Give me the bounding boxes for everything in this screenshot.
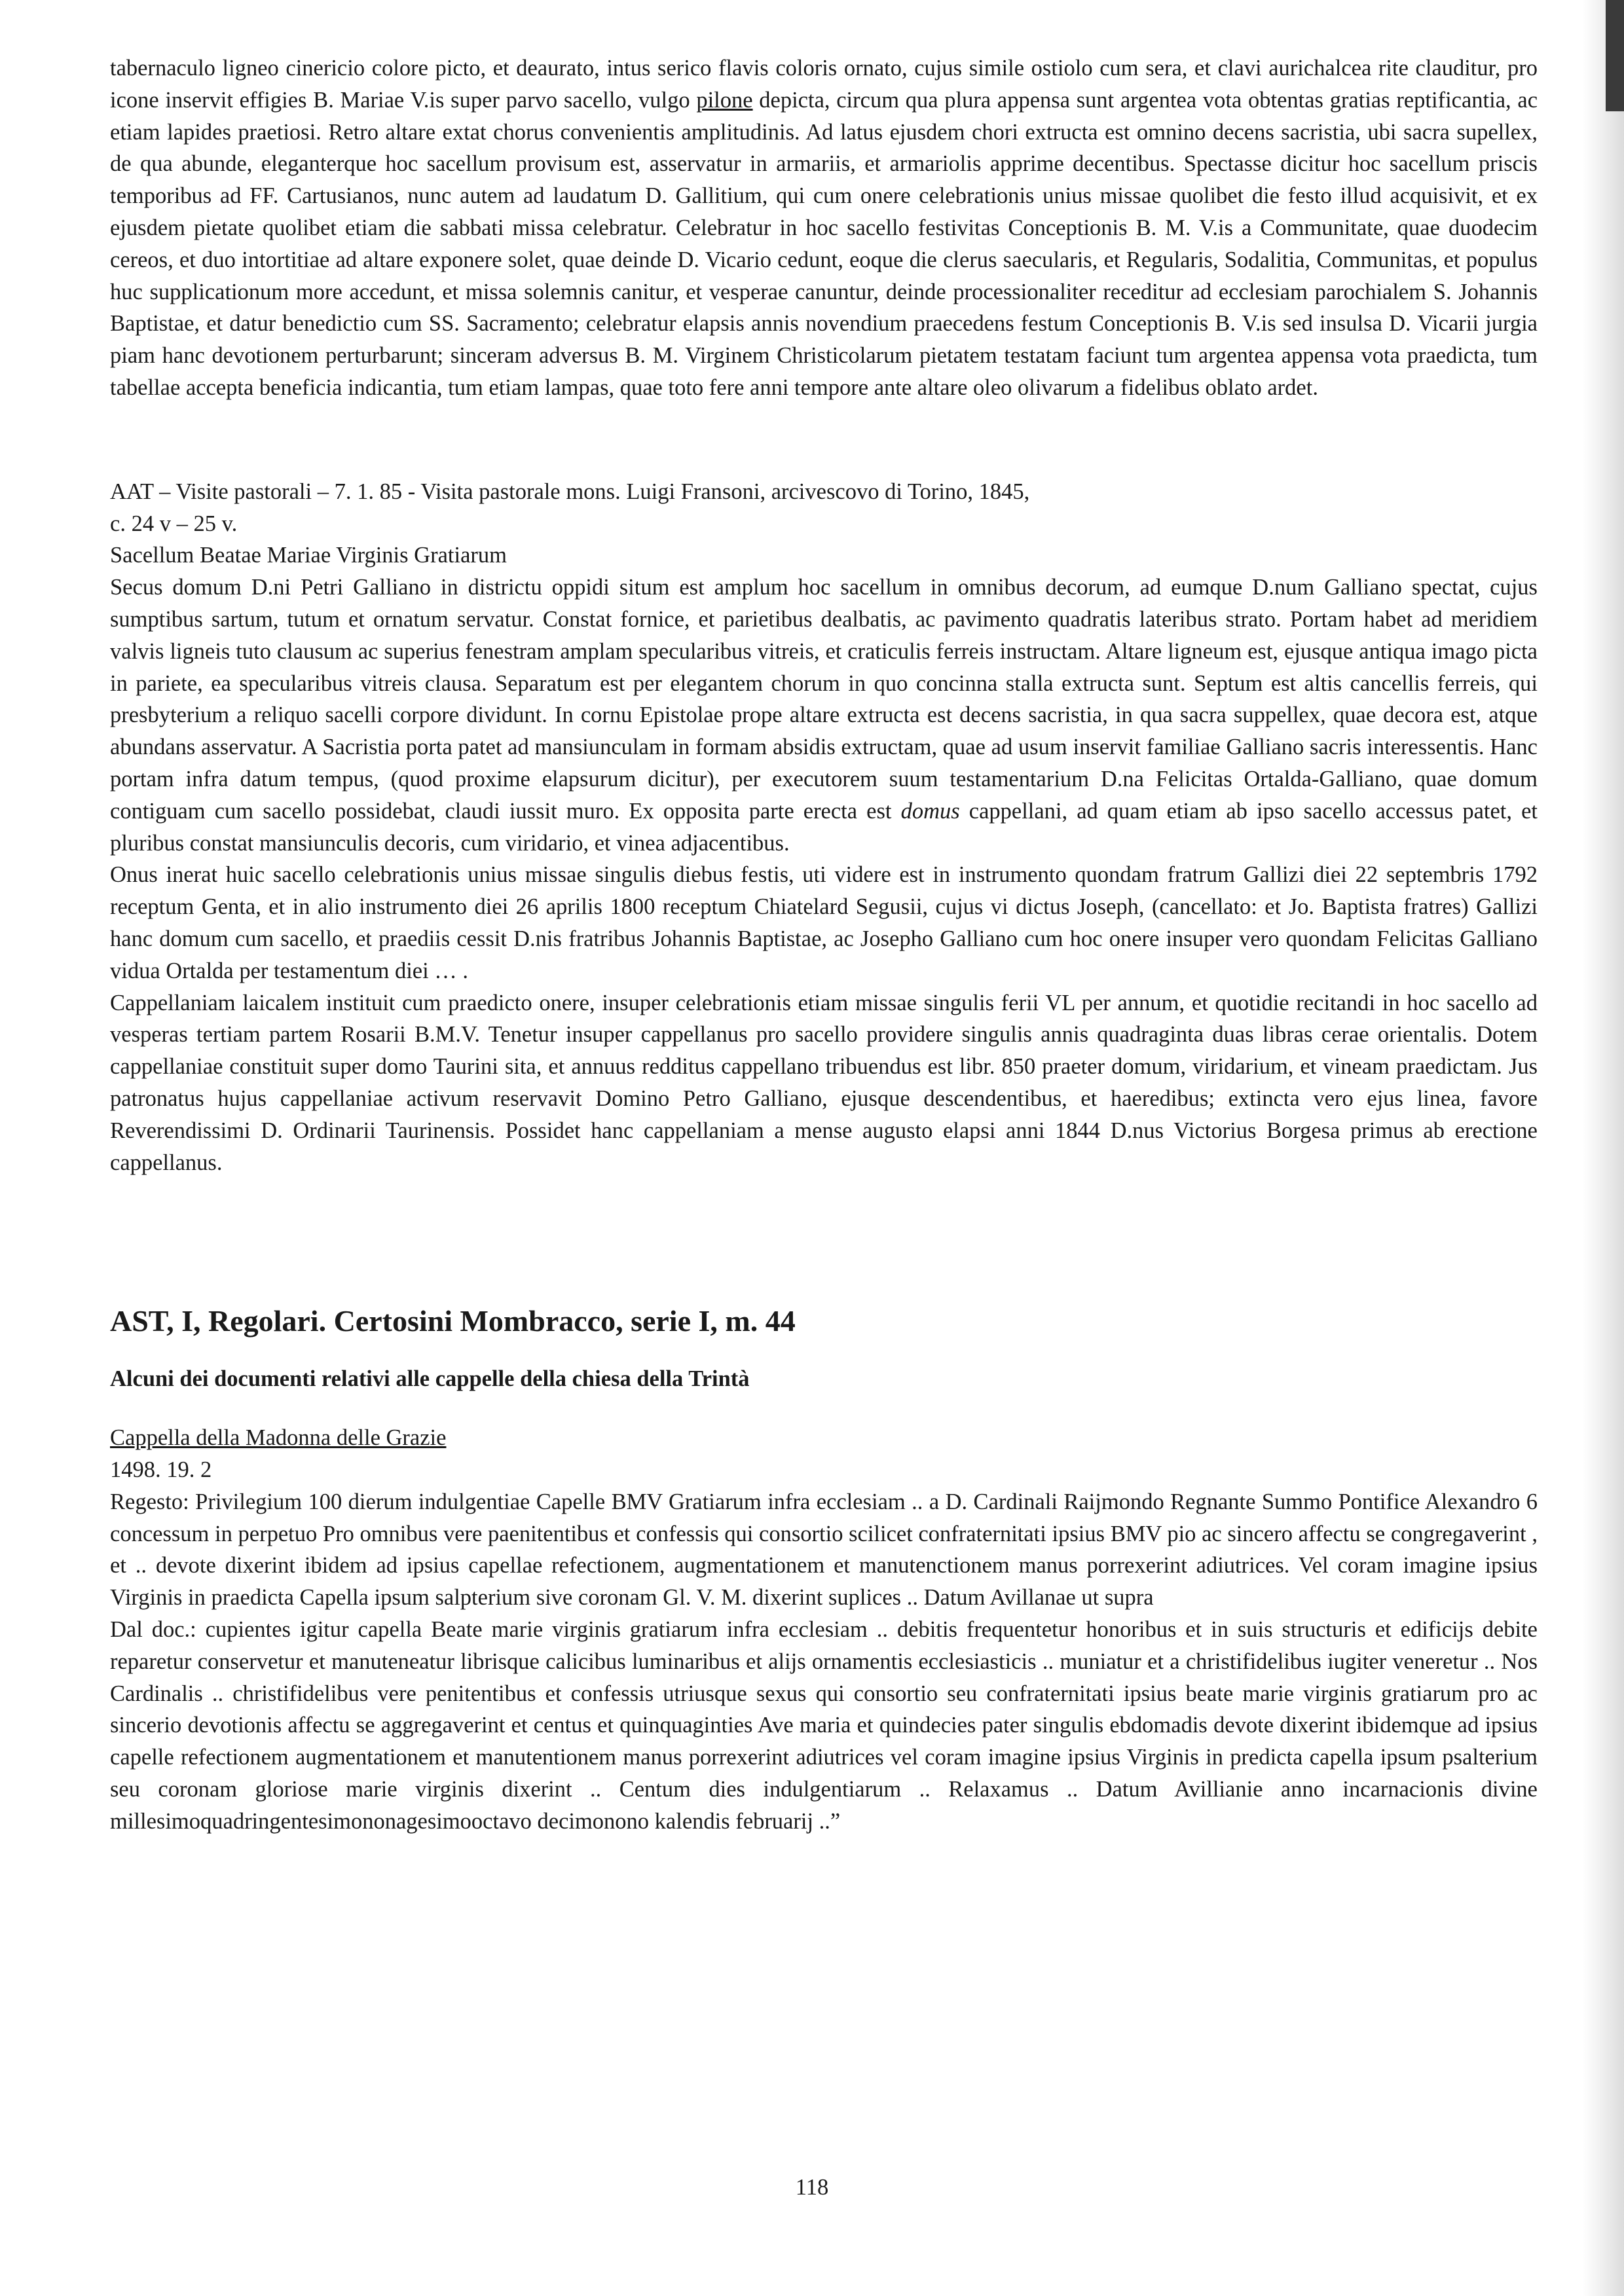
- aat-paragraph-1-text-b: cappellani, ad quam etiam ab ipso sacello accessus patet, et pluribus constat mansiunculis decoris, cum viridario, et vinea adjacentibus.: [110, 798, 1538, 856]
- chapel-title: Cappella della Madonna delle Grazie: [110, 1425, 447, 1451]
- page-number: 118: [795, 2175, 829, 2200]
- ast-heading: AST, I, Regolari. Certosini Mombracco, serie I, m. 44: [110, 1304, 796, 1338]
- aat-paragraph-3: Cappellaniam laicalem instituit cum praedicto onere, insuper celebrationis etiam missae singulis ferii VL per annum, et quotidie recitandi in hoc sacello ad vesperas tertiam partem Rosarii B.M.V. Tenetur insuper cappellanus pro sacello providere singulis annis quadraginta duas libras cerae orientalis. Dotem cappellaniae constituit super domo Taurini sita, et annuus redditus cappellano tribuendus est libr. 850 praeter domum, viridarium, et vineam praedictam. Jus patronatus hujus cappellaniae activum reservavit Domino Petro Galliano, ejusque descendentibus, et haeredibus; extincta vero ejus linea, favore Reverendissimi D. Ordinarii Taurinensis. Possidet hanc cappellaniam a mense augusto elapsi anni 1844 D.nus Victorius Borgesa primus ab erectione cappellanus.: [110, 990, 1538, 1175]
- page-corner-shadow: [1606, 0, 1624, 111]
- top-paragraph-text-1: tabernaculo ligneo cinericio colore picto, et deaurato, intus serico flavis coloris ornato, cujus simile ostiolo cum sera, et clavi aurichalcea rite clauditur, pro icone inservit effigies B. Mariae V.is super parvo sacello, vulgo: [110, 56, 1538, 113]
- ast-section: [110, 1300, 1538, 1837]
- aat-reference-line-2: c. 24 v – 25 v.: [110, 511, 238, 536]
- aat-section-title: Sacellum Beatae Mariae Virginis Gratiarum: [110, 543, 507, 568]
- document-page: [110, 52, 1538, 1838]
- ast-subheading: Alcuni dei documenti relativi alle cappelle della chiesa della Trintà: [110, 1366, 750, 1392]
- aat-paragraph-1: [110, 572, 1538, 859]
- top-paragraph: [110, 52, 1538, 404]
- top-paragraph-text-2: depicta, circum qua plura appensa sunt argentea vota obtentas gratias reptificantia, ac etiam lapides praetiosi. Retro altare extat chorus convenientis amplitudinis. Ad latus ejusdem chori extructa est omnino decens sacristia, ubi sacra supellex, de qua abunde, eleganterque hoc sacellum provisum est, asservatur in armariis, et armariolis apprime decentibus. Spectasse dicitur hoc sacellum priscis temporibus ad FF. Cartusianos, nunc autem ad laudatum D. Gallitium, qui cum onere celebrationis unius missae quolibet die festo illud acquisivit, et ex ejusdem pietate quolibet etiam die sabbati missa celebratur. Celebratur in hoc sacello festivitas Conceptionis B. M. V.is a Communitate, quae duodecim cereos, et duo intortitiae ad altare exponere solet, quae deinde D. Vicario cedunt, eoque die clerus saecularis, et Regularis, Sodalitia, Communitas, et populus huc supplicationum more accedunt, et missa solemnis canitur, et vesperae canuntur, deinde processionaliter receditur ad ecclesiam parochialem S. Johannis Baptistae, et datur benedictio cum SS. Sacramento; celebratur elapsis annis novendium praecedens festum Conceptionis B. V.is sed insulsa D. Vicarii jurgia piam hanc devotionem perturbarunt; sinceram adversus B. M. Virginem Christicolarum pietatem testatam faciunt tum argentea appensa vota praedicta, tum tabellae accepta beneficia indicantia, tum etiam lampas, quae toto fere anni tempore ante altare oleo olivarum a fidelibus oblato ardet.: [110, 87, 1538, 400]
- binding-shadow: [1582, 0, 1624, 2296]
- dal-doc-paragraph: Dal doc.: cupientes igitur capella Beate marie virginis gratiarum infra ecclesiam .. debitis frequentetur honoribus et in suis structuris et edificijs debite reparetur conservetur et manuteneatur librisque calicibus luminaribus et alijs ornamentis ecclesiasticis .. muniatur et a christifidelibus iugiter veneretur .. Nos Cardinalis .. christifidelibus vere penitentibus et confessis utriusque sexus qui consortio seu confraternitati ipsius beate marie virginis gratiarum pro ac sincerio devotionis affectu se aggregaverint et centus et quinquaginties Ave maria et quindecies pater singulis ebdomadis devote dixerint ibidemque ad ipsius capelle refectionem augmentationem et manutentionem manus porrexerint adiutrices vel coram imagine ipsius Virginis in predicta capella ipsum psalterium seu coronam gloriose marie virginis dixerint .. Centum dies indulgentiarum .. Relaxamus .. Datum Avillianie anno incarnacionis divine millesimoquadringentesimononagesimooctavo decimonono kalendis februarij ..”: [110, 1617, 1538, 1834]
- aat-section: [110, 476, 1538, 1179]
- regesto-paragraph: Regesto: Privilegium 100 dierum indulgentiae Capelle BMV Gratiarum infra ecclesiam .. a D. Cardinali Raijmondo Regnante Summo Pontifice Alexandro 6 concessum in perpetuo Pro omnibus vere paenitentibus et confessis qui consortio scilicet confraternitati ipsius BMV pio ac sincero affectu se congregaverint , et .. devote dixerint ibidem ad ipsius capellae refectionem, augmentationem et manutenctionem manus porrexerint adiutrices. Vel coram imagine ipsius Virginis in praedicta Capella ipsum salpterium sive coronam Gl. V. M. dixerint suplices .. Datum Avillanae ut supra: [110, 1489, 1538, 1611]
- top-section: [110, 52, 1538, 404]
- underlined-word-pilone: pilone: [696, 87, 753, 113]
- italic-word-domus: domus: [900, 798, 960, 824]
- aat-reference-line-1: AAT – Visite pastorali – 7. 1. 85 - Visita pastorale mons. Luigi Fransoni, arcivescovo di Torino, 1845,: [110, 479, 1030, 504]
- aat-paragraph-1-text-a: Secus domum D.ni Petri Galliano in districtu oppidi situm est amplum hoc sacellum in omnibus decorum, ad eumque D.num Galliano spectat, cujus sumptibus sartum, tutum et ornatum servatur. Constat fornice, et parietibus dealbatis, ac pavimento quadratis lateribus strato. Portam habet ad meridiem valvis ligneis tuto clausum ac superius fenestram amplam specularibus vitreis, et craticulis ferreis instructam. Altare ligneum est, ejusque antiqua imago picta in pariete, ea specularibus vitreis clausa. Separatum est per elegantem chorum in quo concinna stalla extructa sunt. Septum est altis cancellis ferreis, qui presbyterium a reliquo sacelli corpore dividunt. In cornu Epistolae prope altare extructa est decens sacristia, in qua sacra suppellex, quae decora est, atque abundans asservatur. A Sacristia porta patet ad mansiunculam in formam absidis extructam, quae ad usum inservit familiae Galliano sacris interessentis. Hanc portam infra datum tempus, (quod proxime elapsurum dicitur), per executorem suum testamentarium D.na Felicitas Ortalda-Galliano, quae domum contiguam cum sacello possidebat, claudi iussit muro. Ex opposita parte erecta est: [110, 575, 1538, 824]
- date-line: 1498. 19. 2: [110, 1457, 212, 1483]
- aat-paragraph-2: Onus inerat huic sacello celebrationis unius missae singulis diebus festis, uti videre est in instrumento quondam fratrum Gallizi diei 22 septembris 1792 receptum Genta, et in alio instrumento diei 26 aprilis 1800 receptum Chiatelard Segusii, cujus vi dictus Joseph, (cancellato: et Jo. Baptista fratres) Gallizi hanc domum cum sacello, et praediis cessit D.nis fratribus Johannis Baptistae, ac Josepho Galliano cum hoc onere insuper vero quondam Felicitas Galliano vidua Ortalda per testamentum diei … .: [110, 862, 1538, 983]
- spacer: [110, 404, 1538, 476]
